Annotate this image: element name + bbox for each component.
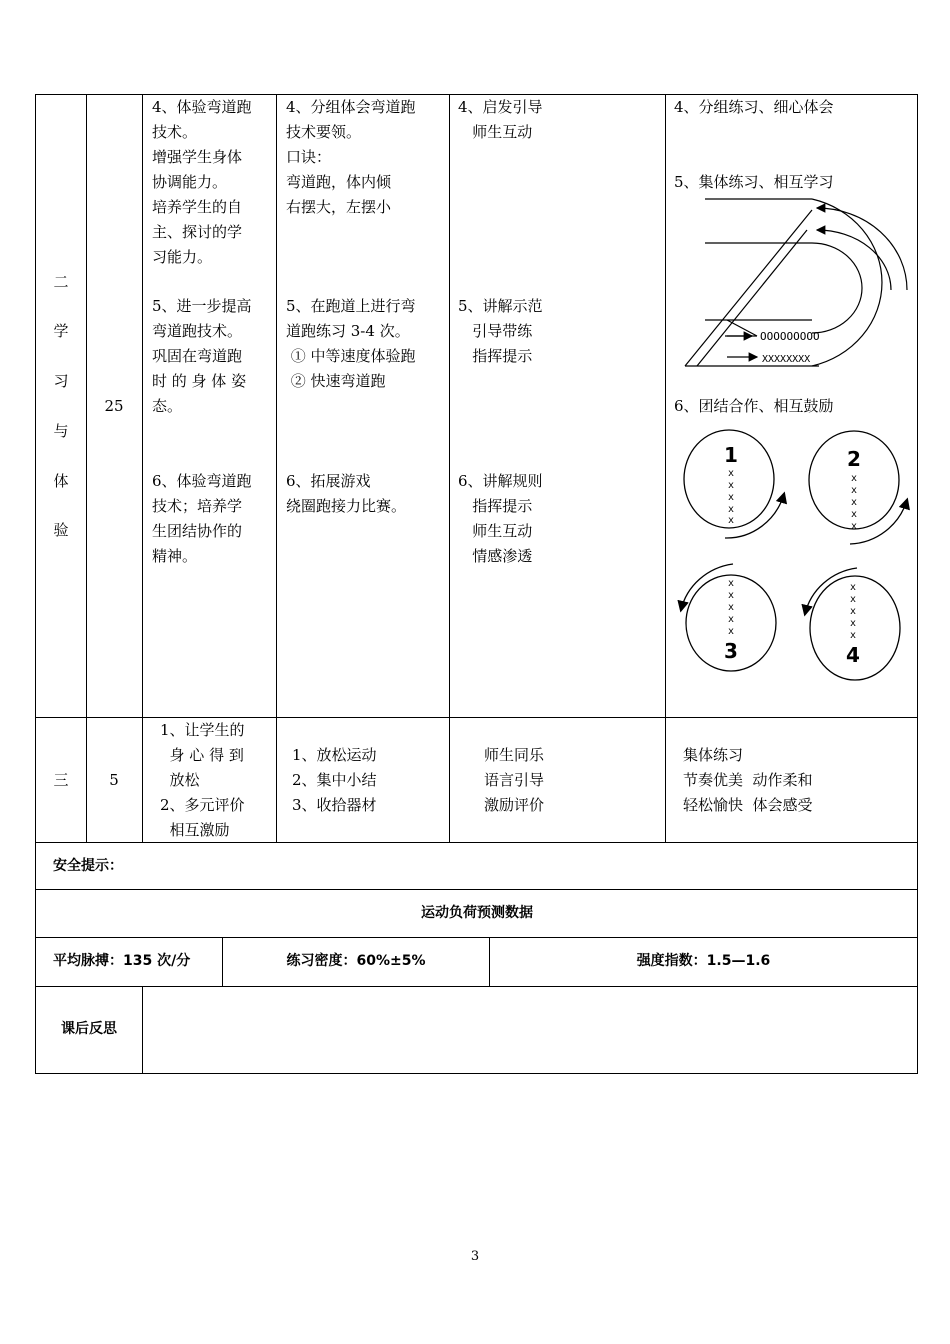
- goal-line: 增强学生身体: [152, 148, 243, 166]
- goal-line: 习能力。: [152, 248, 213, 266]
- content-line: 技术要领。: [286, 123, 362, 141]
- x-mark: x: [850, 497, 858, 508]
- teacher-line: 4、启发引导: [458, 98, 543, 116]
- goal-line: 放松: [160, 771, 200, 789]
- student-line: 4、分组练习、细心体会: [674, 98, 834, 116]
- content-line: 5、在跑道上进行弯: [286, 297, 416, 315]
- phase-3-label: 三: [53, 771, 69, 789]
- phase-3-time: 5: [109, 771, 119, 789]
- goal-line: 身 心 得 到: [160, 746, 244, 764]
- student-line: 轻松愉快 体会感受: [683, 796, 813, 814]
- teacher-line: 情感渗透: [458, 547, 533, 565]
- circle-number: 4: [846, 643, 860, 667]
- relay-circles-diagram: [667, 418, 915, 690]
- x-mark: x: [849, 594, 857, 605]
- goal-line: 技术。: [152, 123, 198, 141]
- x-mark: x: [727, 602, 735, 613]
- goal-line: 生团结协作的: [152, 522, 243, 540]
- teacher-line: 师生互动: [458, 522, 533, 540]
- content-line: 绕圈跑接力比赛。: [286, 497, 407, 515]
- student-line: 5、集体练习、相互学习: [674, 173, 834, 191]
- circle-number: 2: [847, 447, 861, 471]
- teacher-line: 5、讲解示范: [458, 297, 543, 315]
- phase-char: 验: [53, 521, 69, 539]
- goal-line: 时 的 身 体 姿: [152, 372, 247, 390]
- goal-line: 4、体验弯道跑: [152, 98, 252, 116]
- x-mark: x: [850, 473, 858, 484]
- teacher-line: 引导带练: [458, 322, 533, 340]
- x-mark: x: [849, 630, 857, 641]
- x-mark: x: [727, 578, 735, 589]
- content-line: 6、拓展游戏: [286, 472, 371, 490]
- teacher-line: 激励评价: [484, 796, 545, 814]
- goal-line: 1、让学生的: [160, 721, 245, 739]
- goal-line: 弯道跑技术。: [152, 322, 243, 340]
- goal-line: 培养学生的自: [152, 198, 243, 216]
- goal-line: 主、探讨的学: [152, 223, 243, 241]
- density-value: 练习密度：60%±5%: [286, 953, 426, 969]
- circle-number: 3: [724, 639, 738, 663]
- student-line: 6、团结合作、相互鼓励: [674, 397, 834, 415]
- goal-line: 技术；培养学: [152, 497, 243, 515]
- phase-char: 二: [53, 273, 69, 291]
- teacher-line: 6、讲解规则: [458, 472, 543, 490]
- content-line: 3、收拾器材: [292, 796, 377, 814]
- teacher-line: 指挥提示: [458, 347, 533, 365]
- phase-char: 学: [53, 322, 69, 340]
- x-mark: x: [727, 515, 735, 526]
- student-line: 集体练习: [683, 746, 744, 764]
- track-x-label: XXXXXXXX: [762, 354, 811, 365]
- x-mark: x: [727, 480, 735, 491]
- track-diagram: [667, 190, 915, 380]
- x-mark: x: [727, 492, 735, 503]
- x-mark: x: [849, 618, 857, 629]
- x-mark: x: [850, 485, 858, 496]
- content-line: 4、分组体会弯道跑: [286, 98, 416, 116]
- safety-tip-label: 安全提示：: [53, 858, 123, 874]
- goal-line: 6、体验弯道跑: [152, 472, 252, 490]
- content-line: 2、集中小结: [292, 771, 377, 789]
- x-mark: x: [727, 626, 735, 637]
- goal-line: 态。: [152, 397, 183, 415]
- load-data-title: 运动负荷预测数据: [421, 905, 533, 921]
- phase-char: 与: [53, 422, 69, 440]
- pulse-value: 平均脉搏：135 次/分: [53, 953, 191, 969]
- content-line: 口诀：: [286, 148, 332, 166]
- teacher-line: 指挥提示: [458, 497, 533, 515]
- teacher-line: 师生同乐: [484, 746, 545, 764]
- x-mark: x: [849, 582, 857, 593]
- goal-line: 2、多元评价: [160, 796, 245, 814]
- circle-number: 1: [724, 443, 738, 467]
- goal-line: 协调能力。: [152, 173, 228, 191]
- x-mark: x: [849, 606, 857, 617]
- content-line: 1、放松运动: [292, 746, 377, 764]
- content-line: ① 中等速度体验跑: [286, 347, 416, 365]
- x-mark: x: [727, 590, 735, 601]
- page-number: 3: [470, 1249, 480, 1264]
- x-mark: x: [850, 521, 858, 532]
- x-mark: x: [727, 614, 735, 625]
- x-mark: x: [850, 509, 858, 520]
- content-line: 弯道跑，体内倾: [286, 173, 392, 191]
- x-mark: x: [727, 504, 735, 515]
- content-line: 右摆大，左摆小: [286, 198, 392, 216]
- goal-line: 精神。: [152, 547, 198, 565]
- intensity-value: 强度指数：1.5—1.6: [636, 953, 771, 969]
- track-o-label: OOOOOOOOO: [760, 330, 820, 343]
- reflection-area: [143, 987, 917, 1073]
- reflection-label: 课后反思: [61, 1021, 117, 1037]
- goal-line: 5、进一步提高: [152, 297, 252, 315]
- phase-char: 体: [53, 472, 69, 490]
- goal-line: 巩固在弯道跑: [152, 347, 243, 365]
- phase-char: 习: [53, 372, 69, 390]
- content-line: ② 快速弯道跑: [286, 372, 386, 390]
- goal-line: 相互激励: [160, 821, 230, 839]
- x-mark: x: [727, 468, 735, 479]
- content-line: 道跑练习 3-4 次。: [286, 322, 410, 340]
- teacher-line: 语言引导: [484, 771, 545, 789]
- teacher-line: 师生互动: [458, 123, 533, 141]
- phase-2-time: 25: [104, 397, 124, 415]
- student-line: 节奏优美 动作柔和: [683, 771, 813, 789]
